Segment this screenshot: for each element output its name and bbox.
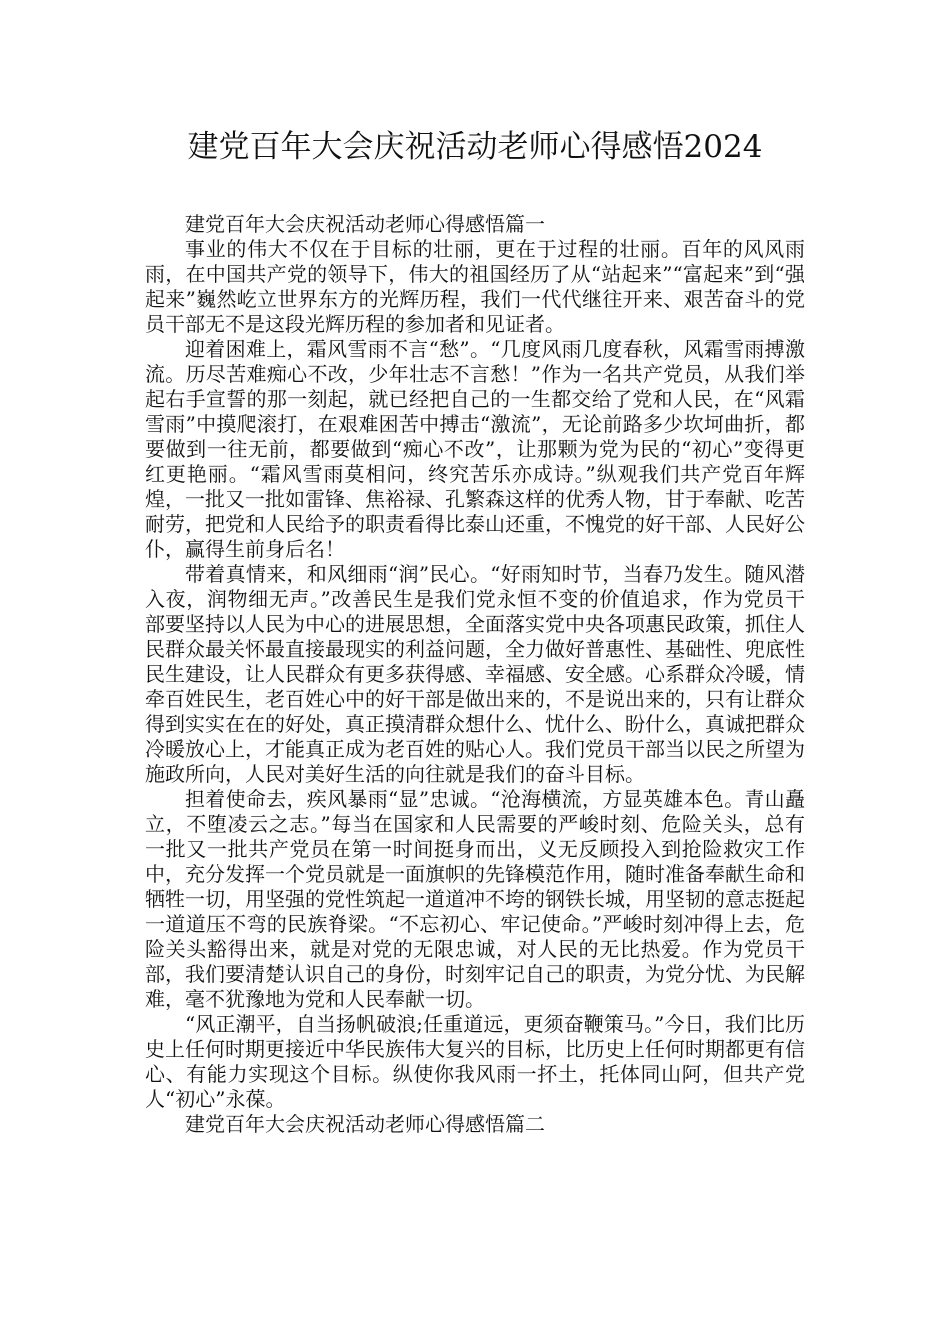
- body-paragraph: 事业的伟大不仅在于目标的壮丽，更在于过程的壮丽。百年的风风雨雨，在中国共产党的领导下，伟大的祖国经历了从“站起来”“富起来”到“强起来”巍然屹立世界东方的光辉历程，我们一代代继往开来、艰苦奋斗的党员干部无不是这段光辉历程的参加者和见证者。: [145, 237, 805, 336]
- body-paragraph: 迎着困难上，霜风雪雨不言“愁”。“几度风雨几度春秋，风霜雪雨搏激流。历尽苦难痴心不改，少年壮志不言愁！”作为一名共产党员，从我们举起右手宣誓的那一刻起，就已经把自己的一生都交给了党和人民，在“风霜雪雨”中摸爬滚打，在艰难困苦中搏击“激流”，无论前路多少坎坷曲折，都要做到一往无前，都要做到“痴心不改”，让那颗为党为民的“初心”变得更红更艳丽。“霜风雪雨莫相问，终究苦乐亦成诗。”纵观我们共产党百年辉煌，一批又一批如雷锋、焦裕禄、孔繁森这样的优秀人物，甘于奉献、吃苦耐劳，把党和人民给予的职责看得比泰山还重，不愧党的好干部、人民好公仆，赢得生前身后名！: [145, 337, 805, 561]
- section-heading: 建党百年大会庆祝活动老师心得感悟篇一: [185, 212, 545, 236]
- body-paragraph: “风正潮平，自当扬帆破浪;任重道远，更须奋鞭策马。”今日，我们比历史上任何时期更接近中华民族伟大复兴的目标，比历史上任何时期都更有信心、有能力实现这个目标。纵使你我风雨一抔土，托体同山阿，但共产党人“初心”永葆。: [145, 1012, 805, 1111]
- document-page: [145, 122, 805, 1137]
- document-title: 建党百年大会庆祝活动老师心得感悟2024: [187, 129, 763, 165]
- section-heading: 建党百年大会庆祝活动老师心得感悟篇二: [185, 1112, 545, 1136]
- body-paragraph: 担着使命去，疾风暴雨“显”忠诚。“沧海横流，方显英雄本色。青山矗立，不堕凌云之志。”每当在国家和人民需要的严峻时刻、危险关头，总有一批又一批共产党员在第一时间挺身而出，义无反顾投入到抢险救灾工作中，充分发挥一个党员就是一面旗帜的先锋模范作用，随时准备奉献生命和牺牲一切，用坚强的党性筑起一道道冲不垮的钢铁长城，用坚韧的意志挺起一道道压不弯的民族脊梁。“不忘初心、牢记使命。”严峻时刻冲得上去，危险关头豁得出来，就是对党的无限忠诚，对人民的无比热爱。作为党员干部，我们要清楚认识自己的身份，时刻牢记自己的职责，为党分忧、为民解难，毫不犹豫地为党和人民奉献一切。: [145, 787, 805, 1011]
- body-paragraph: 带着真情来，和风细雨“润”民心。“好雨知时节，当春乃发生。随风潜入夜，润物细无声。”改善民生是我们党永恒不变的价值追求，作为党员干部要坚持以人民为中心的进展思想，全面落实党中央各项惠民政策，抓住人民群众最关怀最直接最现实的利益问题，全力做好普惠性、基础性、兜底性民生建设，让人民群众有更多获得感、幸福感、安全感。心系群众冷暖，情牵百姓民生，老百姓心中的好干部是做出来的，不是说出来的，只有让群众得到实实在在的好处，真正摸清群众想什么、忧什么、盼什么，真诚把群众冷暖放心上，才能真正成为老百姓的贴心人。我们党员干部当以民之所望为施政所向，人民对美好生活的向往就是我们的奋斗目标。: [145, 562, 805, 786]
